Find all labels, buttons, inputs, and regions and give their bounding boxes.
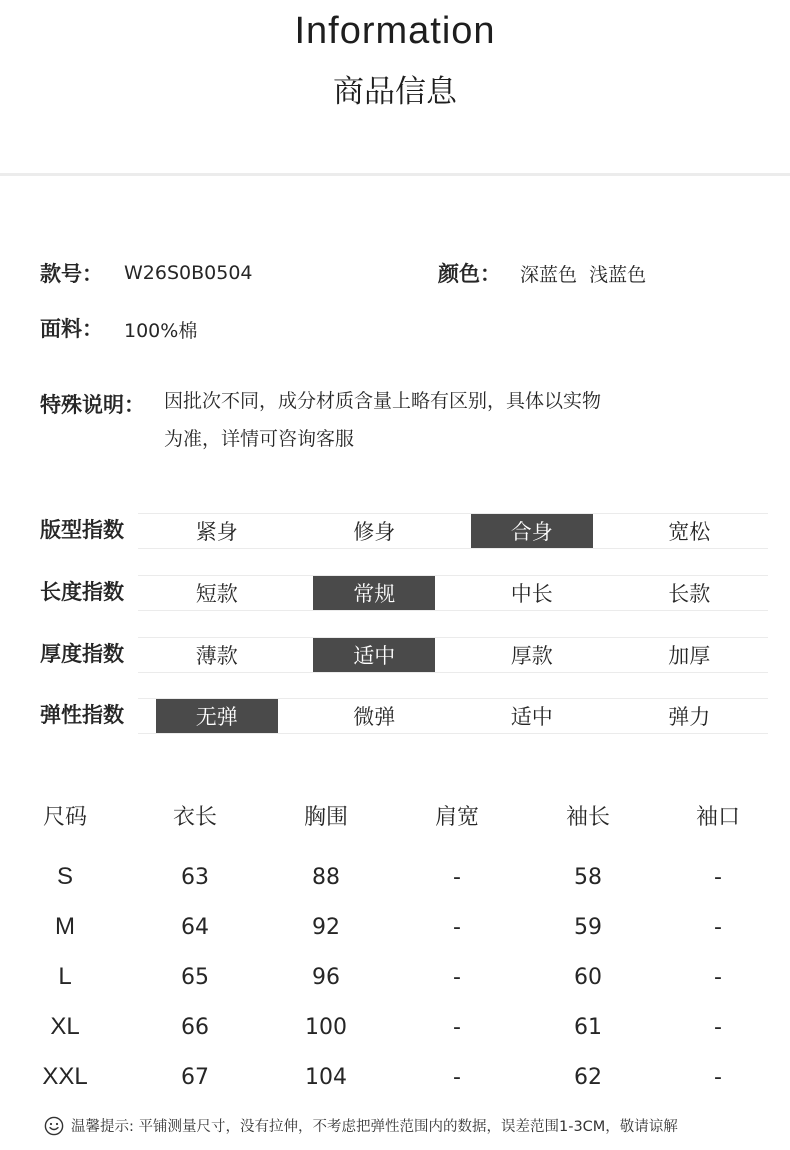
- index-row: [138, 513, 768, 549]
- index-cell: [611, 514, 769, 548]
- footer-tip-text: 温馨提示: 平铺测量尺寸，没有拉伸，不考虑把弹性范围内的数据，误差范围1-3CM，敬请谅解: [71, 1119, 678, 1135]
- size-table-cell: 66: [181, 1014, 209, 1040]
- index-option: 微弹: [353, 705, 396, 729]
- size-table-cell: -: [714, 914, 722, 940]
- index-cell: [296, 638, 454, 672]
- index-cell: [138, 514, 296, 548]
- index-option: 弹力: [668, 705, 711, 729]
- size-table-cell: 88: [312, 864, 340, 890]
- index-option: 薄款: [195, 644, 238, 668]
- index-option: 厚款: [510, 644, 553, 668]
- note-label: 特殊说明：: [40, 393, 145, 417]
- index-option-selected: 常规: [313, 576, 435, 610]
- header-divider: [0, 173, 790, 176]
- index-option: 短款: [195, 582, 238, 606]
- size-table-row: [0, 1007, 790, 1047]
- size-table-row: [0, 857, 790, 897]
- size-table-row: [0, 907, 790, 947]
- index-row: [138, 698, 768, 734]
- size-table-cell: -: [714, 864, 722, 890]
- size-table-cell: 64: [181, 914, 209, 940]
- size-table-cell: -: [714, 1064, 722, 1090]
- size-table-row: [0, 957, 790, 997]
- index-option: 长款: [668, 582, 711, 606]
- fabric-label: 面料：: [40, 317, 103, 341]
- index-option-selected: 无弹: [156, 699, 278, 733]
- index-cell: [453, 638, 611, 672]
- size-table-header: [0, 795, 790, 835]
- size-table-cell: 96: [312, 964, 340, 990]
- index-cell: [296, 514, 454, 548]
- size-table-cell: XXL: [42, 1063, 88, 1090]
- index-row: [138, 637, 768, 673]
- size-table-header-cell: 胸围: [303, 804, 348, 830]
- style-no-label: 款号：: [40, 262, 103, 286]
- size-table-cell: 61: [574, 1014, 602, 1040]
- index-option-selected: 适中: [313, 638, 435, 672]
- size-table-cell: L: [58, 963, 72, 990]
- size-table-header-cell: 袖长: [565, 804, 610, 830]
- size-table-cell: -: [714, 964, 722, 990]
- note-line-1: 因批次不同，成分材质含量上略有区别，具体以实物: [164, 390, 602, 412]
- size-table-cell: 67: [181, 1064, 209, 1090]
- size-table-header-cell: 肩宽: [434, 804, 479, 830]
- index-row: [138, 575, 768, 611]
- size-table-cell: 92: [312, 914, 340, 940]
- index-option: 修身: [353, 520, 396, 544]
- index-label: 长度指数: [40, 580, 124, 604]
- color-value: 深蓝色 浅蓝色: [520, 264, 647, 286]
- size-table-cell: 58: [574, 864, 602, 890]
- index-cell: [453, 576, 611, 610]
- index-option: 加厚: [668, 644, 711, 668]
- size-table-cell: -: [453, 964, 461, 990]
- index-cell: [138, 699, 296, 733]
- size-table-cell: -: [453, 1014, 461, 1040]
- index-cell: [453, 699, 611, 733]
- size-table-header-cell: 袖口: [695, 804, 740, 830]
- index-cell: [611, 576, 769, 610]
- color-label: 颜色：: [438, 262, 501, 286]
- size-table-cell: -: [453, 1064, 461, 1090]
- index-option: 中长: [510, 582, 553, 606]
- fabric-value: 100%棉: [124, 320, 198, 342]
- footer-tip: [44, 1115, 678, 1136]
- index-option: 宽松: [668, 520, 711, 544]
- size-table-cell: -: [714, 1014, 722, 1040]
- size-table-header-cell: 衣长: [172, 804, 217, 830]
- page-title-en: Information: [294, 10, 496, 52]
- index-option: 紧身: [195, 520, 238, 544]
- index-cell: [296, 576, 454, 610]
- size-table-cell: 65: [181, 964, 209, 990]
- size-table-cell: M: [55, 913, 75, 940]
- size-table-cell: 104: [305, 1064, 347, 1090]
- index-cell: [611, 638, 769, 672]
- index-cell: [611, 699, 769, 733]
- size-table-cell: -: [453, 864, 461, 890]
- index-cell: [453, 514, 611, 548]
- size-table-cell: -: [453, 914, 461, 940]
- smiley-icon: [44, 1116, 64, 1136]
- size-table-cell: 63: [181, 864, 209, 890]
- index-cell: [296, 699, 454, 733]
- index-option-selected: 合身: [471, 514, 593, 548]
- index-label: 版型指数: [40, 518, 124, 542]
- index-option: 适中: [510, 705, 553, 729]
- index-cell: [138, 638, 296, 672]
- index-cell: [138, 576, 296, 610]
- style-no-value: W26S0B0504: [124, 262, 253, 284]
- size-table-row: [0, 1057, 790, 1097]
- index-label: 弹性指数: [40, 703, 124, 727]
- size-table-cell: 60: [574, 964, 602, 990]
- index-label: 厚度指数: [40, 642, 124, 666]
- size-table-cell: 62: [574, 1064, 602, 1090]
- size-table-cell: 59: [574, 914, 602, 940]
- size-table-cell: XL: [50, 1013, 80, 1040]
- page-title-cn: 商品信息: [333, 74, 457, 110]
- size-table-cell: S: [56, 863, 73, 890]
- size-table-header-cell: 尺码: [42, 804, 87, 830]
- size-table-cell: 100: [305, 1014, 347, 1040]
- note-line-2: 为准，详情可咨询客服: [164, 428, 355, 450]
